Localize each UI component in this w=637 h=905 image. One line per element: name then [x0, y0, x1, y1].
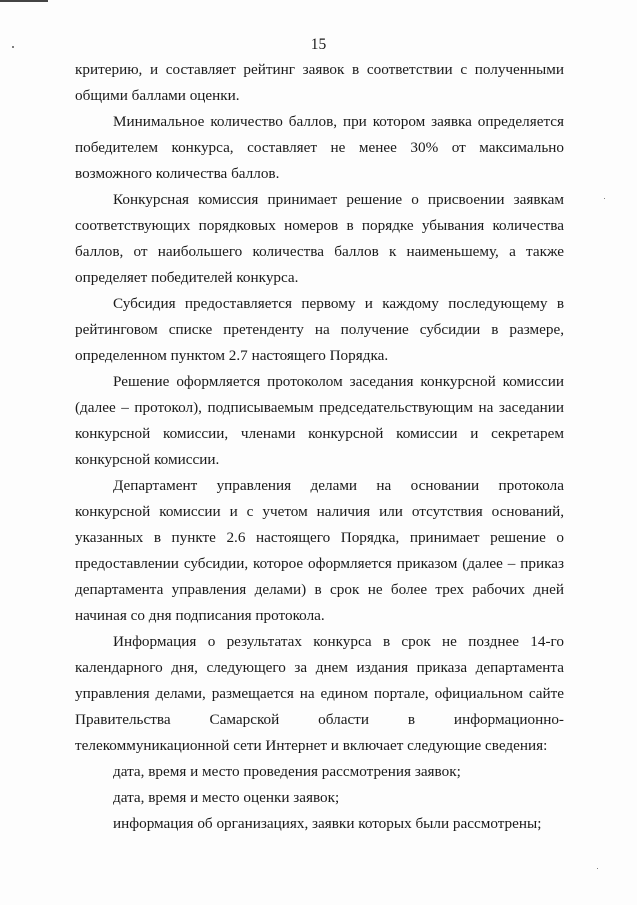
paragraph: Департамент управления делами на основании протокола конкурсной комиссии и с учетом наличия или отсутствия оснований, указанных в пункте 2.6 настоящего Порядка, принимает решение о предоставлении субсидии, которое оформляется приказом (далее – приказ департамента управления делами) в срок не более трех рабочих дней начиная со дня подписания протокола.	[75, 477, 564, 624]
list-item: дата, время и место оценки заявок;	[113, 789, 340, 806]
paragraph: Субсидия предоставляется первому и каждому последующему в рейтинговом списке претенденту на получение субсидии в размере, определенном пунктом 2.7 настоящего Порядка.	[75, 295, 564, 364]
paragraph: критерию, и составляет рейтинг заявок в соответствии с полученными общими баллами оценки.	[75, 61, 564, 104]
paragraph: Решение оформляется протоколом заседания конкурсной комиссии (далее – протокол), подписываемым председательствующим на заседании конкурсной комиссии, членами конкурсной комиссии и секретарем конкурсной комиссии.	[75, 373, 564, 468]
list-item: информация об организациях, заявки которых были рассмотрены;	[113, 815, 542, 832]
document-body	[75, 57, 564, 837]
list-item: дата, время и место проведения рассмотрения заявок;	[113, 763, 461, 780]
scan-speck	[604, 198, 605, 199]
paragraph: Минимальное количество баллов, при котором заявка определяется победителем конкурса, составляет не менее 30% от максимально возможного количества баллов.	[75, 113, 564, 182]
page-number: 15	[310, 36, 327, 53]
scan-edge-mark	[0, 0, 48, 2]
scan-speck	[597, 868, 598, 869]
paragraph: Информация о результатах конкурса в срок не позднее 14-го календарного дня, следующего за днем издания приказа департамента управления делами, размещается на едином портале, официальном сайте Правительства Самарской области в информационно-телекоммуникационной сети Интернет и включает следующие сведения:	[75, 633, 564, 754]
paragraph: Конкурсная комиссия принимает решение о присвоении заявкам соответствующих порядковых номеров в порядке убывания количества баллов, от наибольшего количества баллов к наименьшему, а также определяет победителей конкурса.	[75, 191, 564, 286]
